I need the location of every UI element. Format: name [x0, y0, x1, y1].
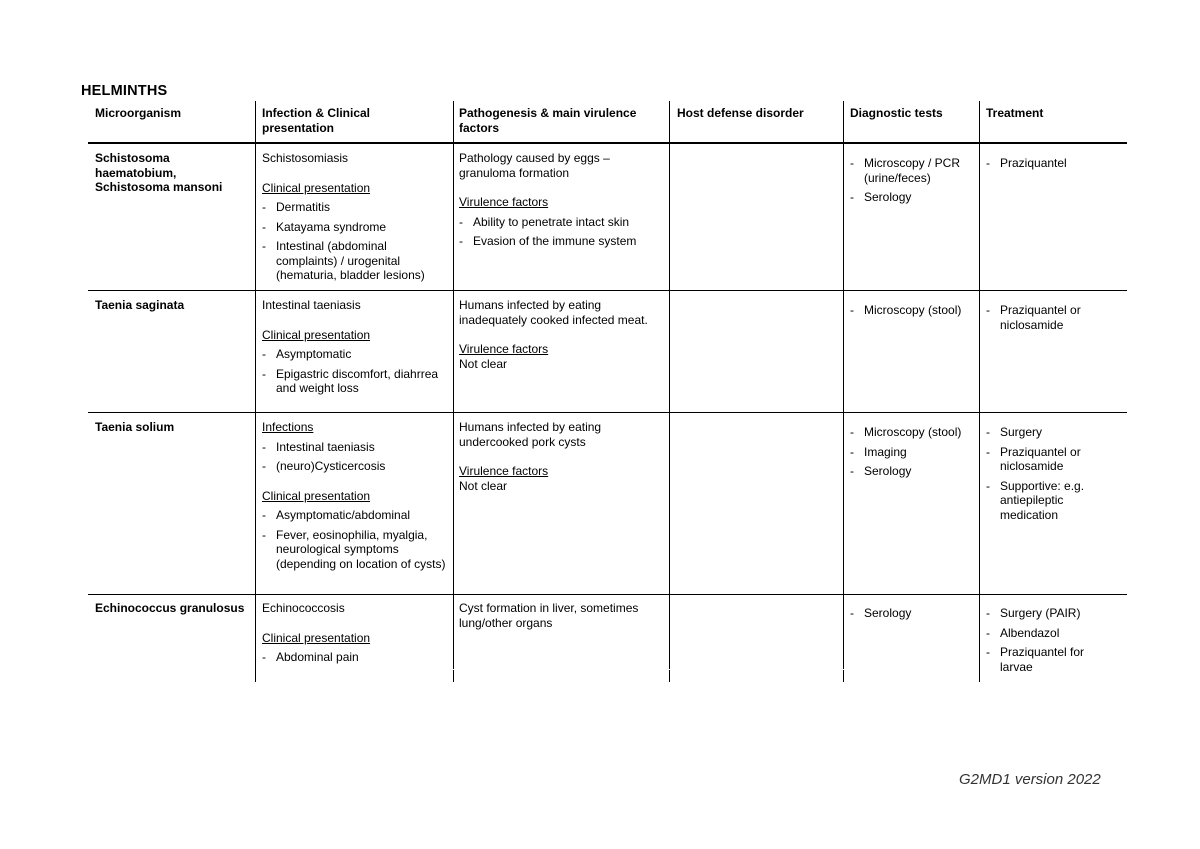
treatment-list — [986, 606, 1096, 674]
header-host-defense: Host defense disorder — [677, 106, 804, 120]
row-divider — [88, 290, 1127, 291]
pathogenesis-text: Humans infected by eating undercooked pork cysts — [459, 420, 602, 449]
column-tick — [843, 670, 844, 682]
diagnostic-cell — [850, 151, 975, 205]
virulence-factors-label: Virulence factors — [459, 342, 549, 356]
virulence-factors-label: Virulence factors — [459, 195, 549, 209]
column-tick — [453, 670, 454, 682]
list-item: - Serology — [850, 464, 975, 479]
list-item: - Surgery — [986, 425, 1096, 440]
treatment-cell — [986, 298, 1096, 332]
infections-label: Infections — [262, 420, 314, 434]
clinical-presentation-label: Clinical presentation — [262, 327, 371, 342]
symptom-list — [262, 200, 447, 283]
list-item: - Evasion of the immune system — [459, 234, 659, 249]
header-rule — [88, 142, 1127, 144]
header-diagnostic: Diagnostic tests — [850, 106, 943, 120]
diagnostic-cell — [850, 420, 975, 479]
list-item: - Microscopy (stool) — [850, 303, 975, 318]
organism-name: Taenia saginata — [95, 298, 185, 312]
pathogenesis-text: Humans infected by eating inadequately cooked infected meat. — [459, 298, 648, 327]
treatment-list — [986, 303, 1096, 332]
virulence-list — [459, 215, 659, 249]
symptom-list — [262, 650, 447, 665]
virulence-text: Not clear — [459, 478, 508, 493]
list-item: - Imaging — [850, 445, 975, 460]
virulence-text: Not clear — [459, 356, 508, 371]
header-microorganism: Microorganism — [95, 106, 182, 120]
diagnostic-list — [850, 303, 975, 318]
column-divider — [843, 101, 844, 669]
diagnostic-cell — [850, 298, 975, 318]
treatment-cell — [986, 420, 1096, 522]
list-item: - Fever, eosinophilia, myalgia, neurological symptoms (depending on location of cysts) — [262, 528, 447, 572]
list-item: - Praziquantel for larvae — [986, 645, 1096, 674]
list-item: - Surgery (PAIR) — [986, 606, 1096, 621]
list-item: - Serology — [850, 190, 975, 205]
row-divider — [88, 594, 1127, 595]
pathogenesis-cell — [459, 151, 659, 249]
treatment-list — [986, 425, 1096, 522]
list-item: - Intestinal (abdominal complaints) / urogenital (hematuria, bladder lesions) — [262, 239, 447, 283]
row-divider — [88, 412, 1127, 413]
infection-cell — [262, 420, 447, 571]
infection-name: Echinococcosis — [262, 601, 345, 615]
treatment-cell — [986, 601, 1096, 674]
column-divider — [669, 101, 670, 669]
infection-cell — [262, 298, 447, 396]
diagnostic-list — [850, 425, 975, 479]
list-item: - Serology — [850, 606, 975, 621]
list-item: - Praziquantel or niclosamide — [986, 303, 1096, 332]
header-pathogenesis: Pathogenesis & main virulence factors — [459, 106, 637, 135]
pathogenesis-text: Pathology caused by eggs – granuloma formation — [459, 151, 610, 180]
list-item: - Epigastric discomfort, diahrrea and weight loss — [262, 367, 447, 396]
document-version-footer: G2MD1 version 2022 — [959, 771, 1101, 788]
diagnostic-cell — [850, 601, 975, 621]
organism-name: Taenia solium — [95, 420, 175, 434]
list-item: - Supportive: e.g. antiepileptic medication — [986, 479, 1096, 523]
clinical-presentation-label: Clinical presentation — [262, 180, 371, 195]
symptom-list — [262, 347, 447, 396]
pathogenesis-cell — [459, 298, 664, 371]
organism-name: Echinococcus granulosus — [95, 601, 245, 615]
page-title: HELMINTHS — [81, 83, 168, 99]
pathogenesis-text: Cyst formation in liver, sometimes lung/other organs — [459, 601, 639, 630]
column-tick — [669, 670, 670, 682]
infection-cell — [262, 151, 447, 283]
clinical-presentation-label: Clinical presentation — [262, 630, 371, 645]
list-item: - Microscopy (stool) — [850, 425, 975, 440]
list-item: - Asymptomatic — [262, 347, 447, 362]
infection-cell — [262, 601, 447, 665]
list-item: - Praziquantel or niclosamide — [986, 445, 1096, 474]
treatment-cell — [986, 151, 1116, 171]
list-item: - (neuro)Cysticercosis — [262, 459, 447, 474]
list-item: - Abdominal pain — [262, 650, 447, 665]
list-item: - Dermatitis — [262, 200, 447, 215]
header-infection: Infection & Clinical presentation — [262, 106, 371, 135]
organism-name: Schistosoma haematobium, Schistosoma mansoni — [95, 151, 223, 194]
diagnostic-list — [850, 156, 975, 205]
pathogenesis-cell — [459, 601, 659, 630]
clinical-presentation-label: Clinical presentation — [262, 488, 371, 503]
symptom-list — [262, 508, 447, 571]
infection-name: Schistosomiasis — [262, 151, 349, 165]
list-item: - Intestinal taeniasis — [262, 440, 447, 455]
virulence-factors-label: Virulence factors — [459, 464, 549, 478]
list-item: - Katayama syndrome — [262, 220, 447, 235]
list-item: - Praziquantel — [986, 156, 1116, 171]
diagnostic-list — [850, 606, 975, 621]
list-item: - Asymptomatic/abdominal — [262, 508, 447, 523]
column-divider — [255, 101, 256, 682]
list-item: - Albendazol — [986, 626, 1096, 641]
column-divider — [979, 101, 980, 682]
header-treatment: Treatment — [986, 106, 1044, 120]
pathogenesis-cell — [459, 420, 659, 493]
infection-name: Intestinal taeniasis — [262, 298, 361, 312]
column-divider — [453, 101, 454, 669]
list-item: - Ability to penetrate intact skin — [459, 215, 659, 230]
infections-list — [262, 440, 447, 474]
list-item: - Microscopy / PCR (urine/feces) — [850, 156, 975, 185]
treatment-list — [986, 156, 1116, 171]
